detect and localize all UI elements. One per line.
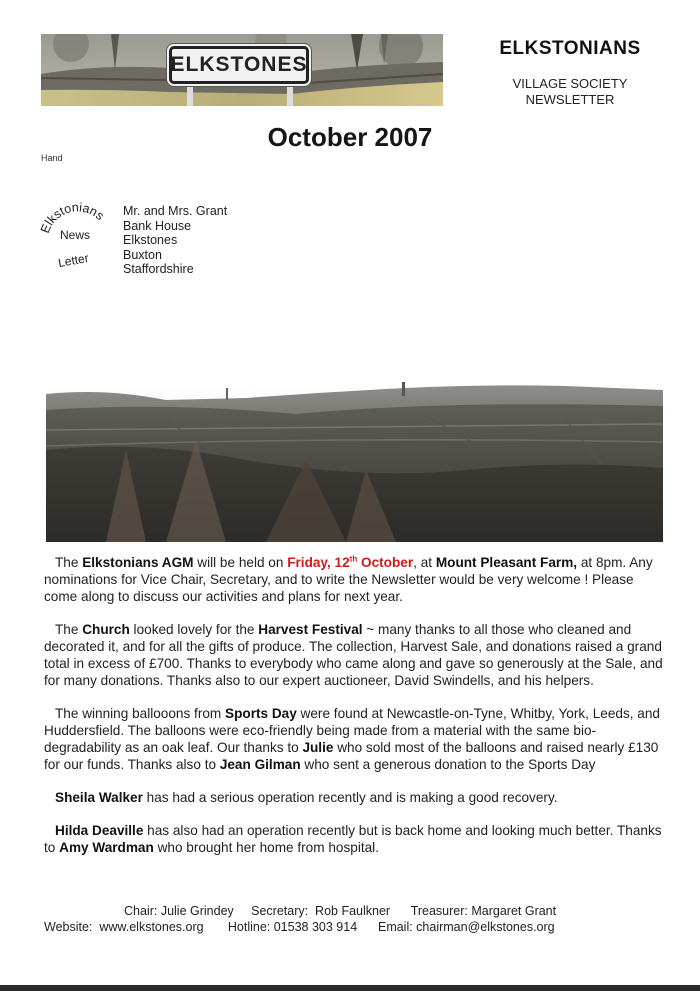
logo-bottom-text: Letter [57,250,90,271]
landscape-photo [46,380,663,542]
sign-text: ELKSTONES [170,53,308,76]
newsletter-body [44,554,666,872]
sheila-walker-paragraph: Sheila Walker has had a serious operation recently and is making a good recovery. [55,790,558,805]
agm-date-highlight: Friday, 12th October [287,554,414,570]
logo-graphic [36,192,116,272]
issue-date: October 2007 [267,122,433,152]
scan-edge [0,985,700,991]
sports-day-paragraph: The winning ballooons from Sports Day were found at Newcastle-on-Tyne, Whitby, York, Leeds, and Huddersfield. The balloons were eco-friendly being made from a material with the same bio-degradability as an oak leaf. Our thanks to Julie who sold most of the balloons and raised nearly £130 for our funds. Thanks also to Jean Gilman who sent a generous donation to the Sports Day [44,706,660,772]
logo-arc-text: Elkstonians [37,200,107,236]
address-line: Buxton [123,248,162,262]
address-line: Bank House [123,219,192,233]
hilda-deaville-paragraph: Hilda Deaville has also had an operation recently but is back home and looking much better. Thanks to Amy Wardman who brought her home from hospital. [44,823,662,855]
society-subtitle-line1: VILLAGE SOCIETY [512,76,628,91]
village-sign-photo [41,34,443,106]
footer-officers: Chair: Julie Grindey Secretary: Rob Faulkner Treasurer: Margaret Grant [124,904,557,918]
landscape-scene [46,380,663,542]
address-line: Elkstones [123,233,178,247]
newsletter-logo [36,192,116,272]
footer-contacts: Website: www.elkstones.org Hotline: 01538 303 914 Email: chairman@elkstones.org [44,920,555,934]
address-line: Mr. and Mrs. Grant [123,204,228,218]
address-line: Staffordshire [123,262,194,276]
society-title: ELKSTONIANS [499,38,641,59]
agm-paragraph: The Elkstonians AGM will be held on Friday, 12th October, at Mount Pleasant Farm, at 8pm. Any nominations for Vice Chair, Secretary, and to write the Newsletter would be very welcome ! Please come along to discuss our activities and plans for next year. [44,554,653,604]
society-subtitle-line2: NEWSLETTER [525,92,615,107]
logo-middle-text: News [60,228,91,242]
harvest-paragraph: The Church looked lovely for the Harvest Festival ~ many thanks to all those who cleaned and decorated it, and for all the gifts of produce. The collection, Harvest Sale, and donations raised a grand total in excess of £700. Thanks to everybody who came along and gave so generously at the Sale, and for many donations. Thanks also to our expert auctioneer, David Swindells, and his helpers. [44,622,663,688]
delivery-label: Hand [41,153,63,163]
sign-board [169,46,309,84]
